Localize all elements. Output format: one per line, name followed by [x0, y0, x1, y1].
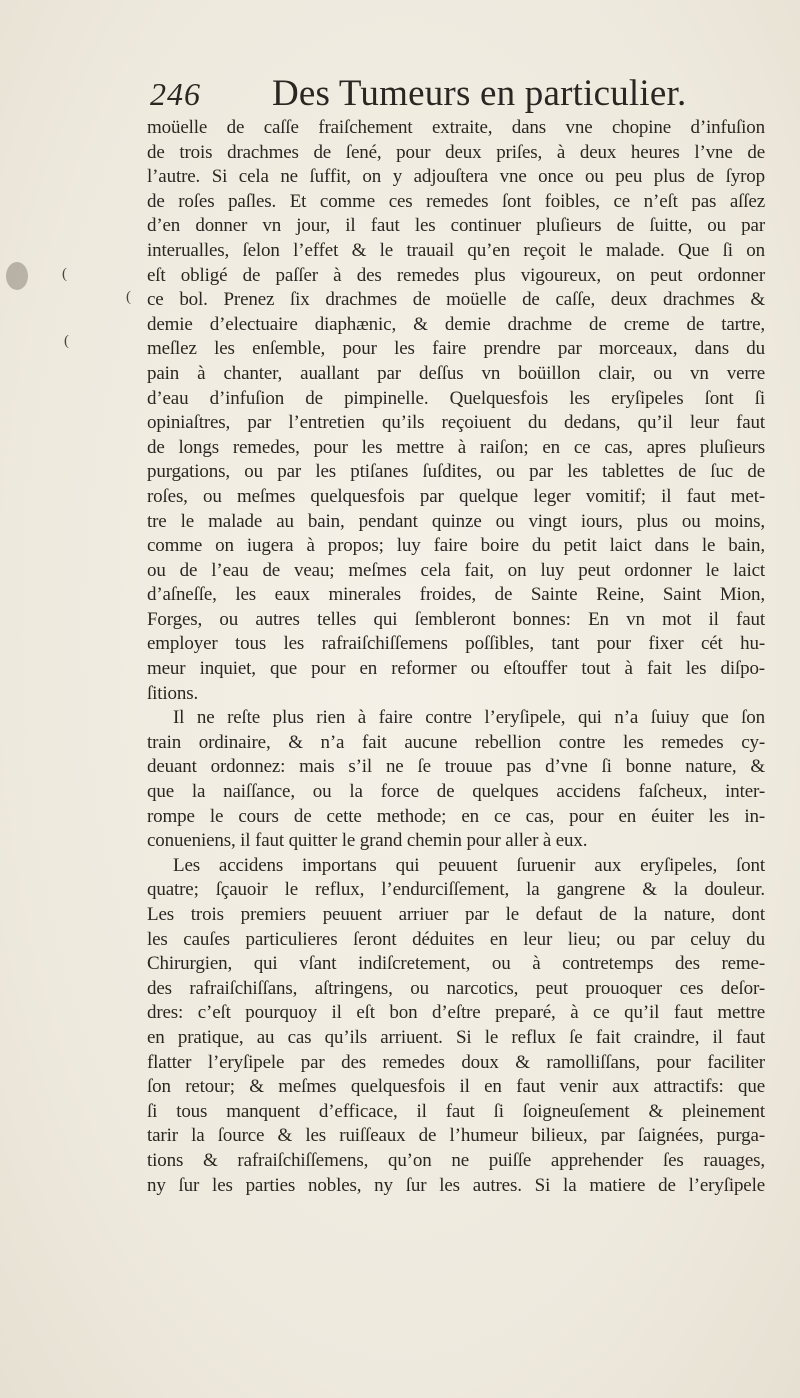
text-line: flatter l’eryſipele par des remedes doux & ramolliſſans, pour faciliter: [147, 1051, 765, 1073]
text-line: meſlez les enſemble, pour les faire prendre par morceaux, dans du: [147, 338, 765, 360]
text-line: tions & rafraiſchiſſemens, qu’on ne puiſſe apprehender ſes rauages,: [147, 1149, 765, 1171]
ink-bleed-mark: [6, 262, 28, 290]
margin-mark: (: [64, 333, 69, 349]
margin-mark: (: [126, 289, 131, 305]
text-line: rompe le cours de cette methode; en ce cas, pour en éuiter les in-: [147, 805, 765, 827]
text-line: demie d’electuaire diaphænic, & demie drachme de creme de tartre,: [147, 313, 765, 335]
paragraph: [147, 706, 765, 854]
text-line: ou de l’eau de veau; meſmes cela fait, on luy peut ordonner le laict: [147, 559, 765, 581]
text-line: eſt obligé de paſſer à des remedes plus vigoureux, on peut ordonner: [147, 264, 765, 286]
text-line: meur inquiet, que pour en reformer ou eſtouffer tout à fait les diſpo-: [147, 658, 765, 680]
text-line: deuant ordonnez: mais s’il ne ſe trouue pas d’vne ſi bonne nature, &: [147, 756, 765, 778]
text-line: ce bol. Prenez ſix drachmes de moüelle de caſſe, deux drachmes &: [147, 289, 765, 311]
text-line: employer tous les rafraiſchiſſemens poſſibles, tant pour fixer cét hu-: [147, 633, 765, 655]
text-line: que la naiſſance, ou la force de quelques accidens faſcheux, inter-: [147, 781, 765, 803]
text-line: quatre; ſçauoir le reflux, l’endurciſſement, la gangrene & la douleur.: [147, 879, 765, 901]
text-line: pain à chanter, auallant par deſſus vn boüillon clair, ou vn verre: [147, 362, 765, 384]
text-line: Les trois premiers peuuent arriuer par le defaut de la nature, dont: [147, 904, 765, 925]
text-line: tre le malade au bain, pendant quinze ou vingt iours, plus ou moins,: [147, 510, 765, 532]
text-line: opiniaſtres, par l’entretien qu’ils reçoiuent du dedans, qu’il leur faut: [147, 412, 765, 434]
paragraph: [147, 854, 765, 1198]
paragraph: [147, 116, 765, 706]
text-line: Les accidens importans qui peuuent ſuruenir aux eryſipeles, ſont: [173, 854, 765, 876]
text-line: de longs remedes, pour les mettre à raiſon; en ce cas, apres pluſieurs: [147, 436, 765, 458]
text-line: de trois drachmes de ſené, pour deux priſes, à deux heures l’vne de: [147, 141, 765, 163]
text-line: en pratique, au cas qu’ils arriuent. Si le reflux ſe fait craindre, il faut: [147, 1026, 765, 1048]
text-line: Forges, ou autres telles qui ſembleront bonnes: En vn mot il faut: [147, 608, 765, 630]
text-line: Il ne reſte plus rien à faire contre l’eryſipele, qui n’a ſuiuy que ſon: [173, 707, 765, 729]
running-title: Des Tumeurs en particulier.: [272, 73, 687, 114]
text-line: roſes, ou meſmes quelquesfois par quelque leger vomitif; il faut met-: [147, 485, 765, 507]
text-line: train ordinaire, & n’a fait aucune rebellion contre les remedes cy-: [147, 731, 765, 753]
body-text: [147, 116, 765, 1198]
text-line: conueniens, il faut quitter le grand chemin pour aller à eux.: [147, 830, 588, 852]
text-line: de roſes paſles. Et comme ces remedes ſont foibles, ce n’eſt pas aſſez: [147, 190, 765, 212]
margin-mark: (: [62, 266, 67, 282]
text-line: ſon retour; & meſmes quelquesfois il en faut venir aux attractifs: que: [147, 1076, 765, 1098]
text-line: moüelle de caſſe fraiſchement extraite, dans vne chopine d’infuſion: [147, 117, 765, 138]
text-line: d’en donner vn jour, il faut les continuer pluſieurs de ſuitte, ou par: [147, 215, 765, 237]
page-number: 246: [150, 76, 201, 112]
text-line: ſi tous manquent d’efficace, il faut ſi ſoigneuſement & pleinement: [147, 1100, 765, 1122]
text-line: Chirurgien, qui vſant indiſcretement, ou à contretemps des reme-: [147, 953, 765, 975]
page-header: [150, 72, 687, 116]
text-line: ny ſur les parties nobles, ny ſur les autres. Si la matiere de l’eryſipele: [147, 1174, 765, 1196]
text-line: purgations, ou par les ptiſanes ſuſdites, ou par les tablettes de ſuc de: [147, 461, 765, 483]
text-line: d’eau d’infuſion de pimpinelle. Quelquesfois les eryſipeles ſont ſi: [147, 387, 765, 409]
text-line: d’aſneſſe, les eaux minerales froides, de Sainte Reine, Saint Mion,: [147, 584, 765, 606]
text-line: interualles, ſelon l’effet & le trauail qu’en reçoit le malade. Que ſi on: [147, 239, 765, 261]
text-line: dres: c’eſt pourquoy il eſt bon d’eſtre preparé, à ce qu’il faut mettre: [147, 1002, 765, 1024]
text-line: des rafraiſchiſſans, aſtringens, ou narcotics, peut prouoquer ces deſor-: [147, 977, 765, 999]
text-line: ſitions.: [147, 682, 199, 704]
text-line: les cauſes particulieres ſeront déduites en leur lieu; ou par celuy du: [147, 928, 765, 950]
text-line: l’autre. Si cela ne ſuffit, on y adjouſtera vne once ou peu plus de ſyrop: [147, 166, 765, 188]
text-line: tarir la ſource & les ruiſſeaux de l’humeur bilieux, par ſaignées, purga-: [147, 1125, 765, 1147]
text-line: comme on iugera à propos; luy faire boire du petit laict dans le bain,: [147, 535, 765, 557]
